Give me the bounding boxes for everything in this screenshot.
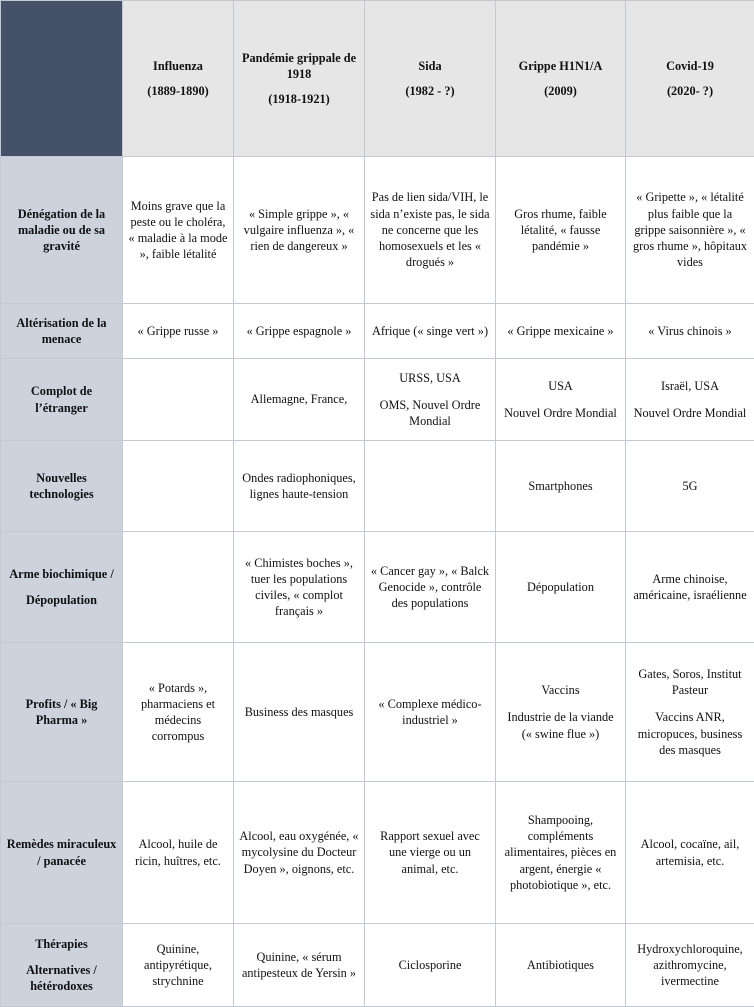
cell-technologies-sida bbox=[365, 441, 496, 532]
cell-line: Nouvel Ordre Mondial bbox=[504, 406, 617, 420]
cell-arme-sida: « Cancer gay », « Balck Genocide », contrôle des populations bbox=[365, 532, 496, 643]
cell-denegation-h1n1: Gros rhume, faible létalité, « fausse pandémie » bbox=[496, 157, 626, 304]
cell-remedes-covid19: Alcool, cocaïne, ail, artemisia, etc. bbox=[626, 782, 754, 924]
row-label-profits-big-pharma bbox=[1, 643, 123, 782]
row-label-arme-biochimique bbox=[1, 532, 123, 643]
row-label-text-line2: Dépopulation bbox=[26, 593, 97, 607]
row-label-remedes-miraculeux bbox=[1, 782, 123, 924]
column-header-period: (1889-1890) bbox=[128, 83, 228, 99]
row-label-nouvelles-technologies bbox=[1, 441, 123, 532]
table-row bbox=[1, 441, 754, 532]
column-header-name: Sida bbox=[370, 58, 490, 74]
cell-technologies-covid19: 5G bbox=[626, 441, 754, 532]
cell-line: Vaccins bbox=[541, 683, 579, 697]
spacer bbox=[631, 74, 749, 83]
column-header-name: Covid-19 bbox=[631, 58, 749, 74]
corner-cell bbox=[1, 1, 123, 157]
cell-alterisation-influenza: « Grippe russe » bbox=[123, 304, 234, 359]
cell-alterisation-pandemie1918: « Grippe espagnole » bbox=[234, 304, 365, 359]
cell-line: USA bbox=[548, 379, 573, 393]
cell-denegation-influenza: Moins grave que la peste ou le choléra, « maladie à la mode », faible létalité bbox=[123, 157, 234, 304]
spacer bbox=[501, 394, 620, 405]
cell-alterisation-covid19: « Virus chinois » bbox=[626, 304, 754, 359]
cell-arme-h1n1: Dépopulation bbox=[496, 532, 626, 643]
spacer bbox=[501, 74, 620, 83]
cell-therapies-pandemie1918: Quinine, « sérum antipesteux de Yersin » bbox=[234, 924, 365, 1007]
column-header-sida bbox=[365, 1, 496, 157]
spacer bbox=[6, 952, 117, 962]
spacer bbox=[501, 698, 620, 709]
row-label-alterisation bbox=[1, 304, 123, 359]
cell-line: Vaccins ANR, micropuces, business des masques bbox=[638, 710, 743, 756]
spacer bbox=[370, 74, 490, 83]
cell-line: OMS, Nouvel Ordre Mondial bbox=[380, 398, 481, 428]
column-header-name: Grippe H1N1/A bbox=[501, 58, 620, 74]
row-label-text: Dénégation de la maladie ou de sa gravité bbox=[18, 207, 105, 253]
cell-technologies-influenza bbox=[123, 441, 234, 532]
cell-complot-influenza bbox=[123, 359, 234, 441]
row-label-text: Arme biochimique / bbox=[9, 567, 114, 581]
cell-profits-influenza: « Potards », pharmaciens et médecins corrompus bbox=[123, 643, 234, 782]
row-label-denegation bbox=[1, 157, 123, 304]
spacer bbox=[631, 698, 749, 709]
cell-complot-h1n1 bbox=[496, 359, 626, 441]
column-header-period: (2020- ?) bbox=[631, 83, 749, 99]
spacer bbox=[128, 74, 228, 83]
table-row bbox=[1, 304, 754, 359]
cell-therapies-h1n1: Antibiotiques bbox=[496, 924, 626, 1007]
cell-therapies-influenza: Quinine, antipyrétique, strychnine bbox=[123, 924, 234, 1007]
table-row bbox=[1, 782, 754, 924]
cell-arme-influenza bbox=[123, 532, 234, 643]
table-row bbox=[1, 643, 754, 782]
column-header-influenza bbox=[123, 1, 234, 157]
cell-denegation-pandemie1918: « Simple grippe », « vulgaire influenza », « rien de dangereux » bbox=[234, 157, 365, 304]
column-header-covid-19 bbox=[626, 1, 754, 157]
table-row bbox=[1, 924, 754, 1007]
cell-technologies-h1n1: Smartphones bbox=[496, 441, 626, 532]
row-label-text: Nouvelles technologies bbox=[29, 471, 93, 501]
spacer bbox=[239, 82, 359, 91]
cell-remedes-sida: Rapport sexuel avec une vierge ou un animal, etc. bbox=[365, 782, 496, 924]
spacer bbox=[370, 386, 490, 397]
table-row bbox=[1, 359, 754, 441]
cell-denegation-sida: Pas de lien sida/VIH, le sida n’existe pas, le sida ne concerne que les homosexuels et les « drogués » bbox=[365, 157, 496, 304]
cell-profits-sida: « Complexe médico-industriel » bbox=[365, 643, 496, 782]
spacer bbox=[6, 582, 117, 592]
row-label-therapies-alternatives bbox=[1, 924, 123, 1007]
column-header-grippe-h1n1 bbox=[496, 1, 626, 157]
column-header-period: (1918-1921) bbox=[239, 91, 359, 107]
row-label-text-line2: Alternatives / hétérodoxes bbox=[26, 963, 97, 993]
row-label-text: Complot de l’étranger bbox=[31, 384, 92, 414]
cell-arme-pandemie1918: « Chimistes boches », tuer les populations civiles, « complot français » bbox=[234, 532, 365, 643]
cell-line: Nouvel Ordre Mondial bbox=[634, 406, 747, 420]
cell-profits-pandemie1918: Business des masques bbox=[234, 643, 365, 782]
spacer bbox=[631, 394, 749, 405]
table-row bbox=[1, 532, 754, 643]
row-label-complot-etranger bbox=[1, 359, 123, 441]
table-header bbox=[1, 1, 754, 157]
cell-technologies-pandemie1918: Ondes radiophoniques, lignes haute-tension bbox=[234, 441, 365, 532]
cell-remedes-pandemie1918: Alcool, eau oxygénée, « mycolysine du Docteur Doyen », oignons, etc. bbox=[234, 782, 365, 924]
column-header-pandemie-grippale-1918 bbox=[234, 1, 365, 157]
cell-line: Industrie de la viande (« swine flue ») bbox=[507, 710, 613, 740]
cell-profits-covid19 bbox=[626, 643, 754, 782]
cell-line: Israël, USA bbox=[661, 379, 719, 393]
cell-line: URSS, USA bbox=[399, 371, 461, 385]
row-label-text: Remèdes miraculeux / panacée bbox=[7, 837, 117, 867]
cell-remedes-influenza: Alcool, huile de ricin, huîtres, etc. bbox=[123, 782, 234, 924]
column-header-name: Influenza bbox=[128, 58, 228, 74]
row-label-text: Profits / « Big Pharma » bbox=[26, 697, 98, 727]
cell-profits-h1n1 bbox=[496, 643, 626, 782]
table-body bbox=[1, 157, 754, 1007]
row-label-text: Altérisation de la menace bbox=[16, 316, 106, 346]
cell-line: Gates, Soros, Institut Pasteur bbox=[638, 667, 741, 697]
cell-alterisation-sida: Afrique (« singe vert ») bbox=[365, 304, 496, 359]
table-row bbox=[1, 157, 754, 304]
cell-therapies-sida: Ciclosporine bbox=[365, 924, 496, 1007]
header-row bbox=[1, 1, 754, 157]
cell-alterisation-h1n1: « Grippe mexicaine » bbox=[496, 304, 626, 359]
row-label-text: Thérapies bbox=[35, 937, 88, 951]
column-header-name: Pandémie grippale de 1918 bbox=[239, 50, 359, 82]
cell-complot-covid19 bbox=[626, 359, 754, 441]
cell-remedes-h1n1: Shampooing, compléments alimentaires, pièces en argent, énergie « photobiotique », etc. bbox=[496, 782, 626, 924]
cell-arme-covid19: Arme chinoise, américaine, israélienne bbox=[626, 532, 754, 643]
cell-complot-pandemie1918: Allemagne, France, bbox=[234, 359, 365, 441]
cell-denegation-covid19: « Gripette », « létalité plus faible que la grippe saisonnière », « gros rhume », hôpitaux vides bbox=[626, 157, 754, 304]
cell-complot-sida bbox=[365, 359, 496, 441]
column-header-period: (2009) bbox=[501, 83, 620, 99]
cell-therapies-covid19: Hydroxychloroquine, azithromycine, ivermectine bbox=[626, 924, 754, 1007]
column-header-period: (1982 - ?) bbox=[370, 83, 490, 99]
